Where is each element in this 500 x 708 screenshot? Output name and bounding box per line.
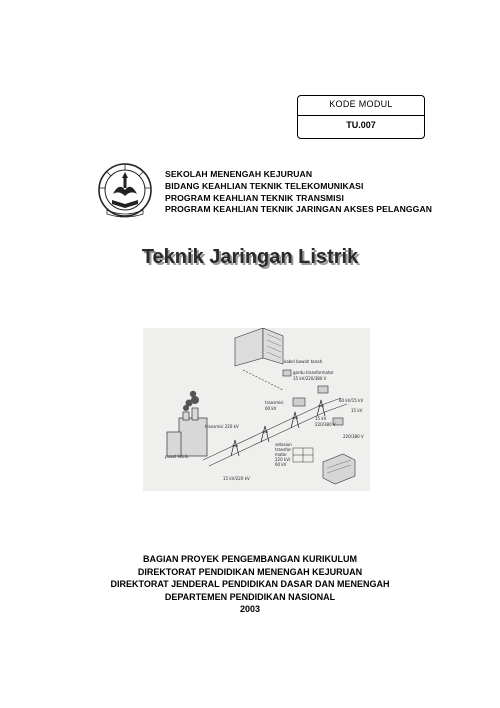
diagram-label: gardu transformator — [293, 370, 334, 375]
diagram-label: 220/380 V — [343, 434, 364, 439]
diagram-label: pusat listrik — [165, 454, 189, 459]
diagram-label: 15 kV/220 kV — [223, 476, 250, 481]
school-header — [165, 169, 432, 216]
diagram-label: 220 kV/ — [275, 457, 291, 462]
header-line: PROGRAM KEAHLIAN TEKNIK JARINGAN AKSES PELANGGAN — [165, 204, 433, 215]
diagram-label: kabel bawah tanah — [284, 359, 323, 364]
diagram-label: 15 kV — [351, 408, 363, 413]
diagram-label: setasiun — [275, 442, 292, 447]
diagram-label: 15 kV/220/380 V — [293, 376, 327, 381]
diagram-label: transfor- — [275, 447, 292, 452]
tut-wuri-handayani-emblem-icon — [97, 160, 153, 220]
publisher-footer — [0, 553, 500, 616]
page-title: Teknik Jaringan Listrik — [141, 246, 359, 268]
kode-modul-value: TU.007 — [346, 120, 376, 130]
header-line: BIDANG KEAHLIAN TEKNIK TELEKOMUNIKASI — [165, 180, 364, 191]
header-line: PROGRAM KEAHLIAN TEKNIK TRANSMISI — [165, 192, 344, 203]
footer-line: DIREKTORAT PENDIDIKAN MENENGAH KEJURUAN — [137, 566, 363, 577]
kode-modul-divider — [298, 115, 424, 116]
kode-modul-label: KODE MODUL — [329, 99, 393, 109]
power-network-illustration — [143, 328, 370, 491]
kode-modul-box — [297, 95, 425, 139]
diagram-label: transmisi — [265, 400, 284, 405]
diagram-label: 60 kV — [265, 406, 277, 411]
footer-line: DEPARTEMEN PENDIDIKAN NASIONAL — [164, 591, 336, 602]
diagram-label: 15 kV — [315, 416, 327, 421]
diagram-label: 220/380 V — [315, 422, 336, 427]
diagram-label: 60 kV — [275, 462, 287, 467]
footer-year: 2003 — [239, 604, 261, 614]
diagram-label: transmisi 220 kV — [205, 424, 239, 429]
footer-line: DIREKTORAT JENDERAL PENDIDIKAN DASAR DAN MENENGAH — [110, 579, 390, 589]
diagram-label: 60 kV/15 kV — [339, 398, 364, 403]
header-line: SEKOLAH MENENGAH KEJURUAN — [165, 169, 313, 179]
diagram-label: mator — [275, 452, 288, 457]
footer-line: BAGIAN PROYEK PENGEMBANGAN KURIKULUM — [142, 554, 357, 564]
